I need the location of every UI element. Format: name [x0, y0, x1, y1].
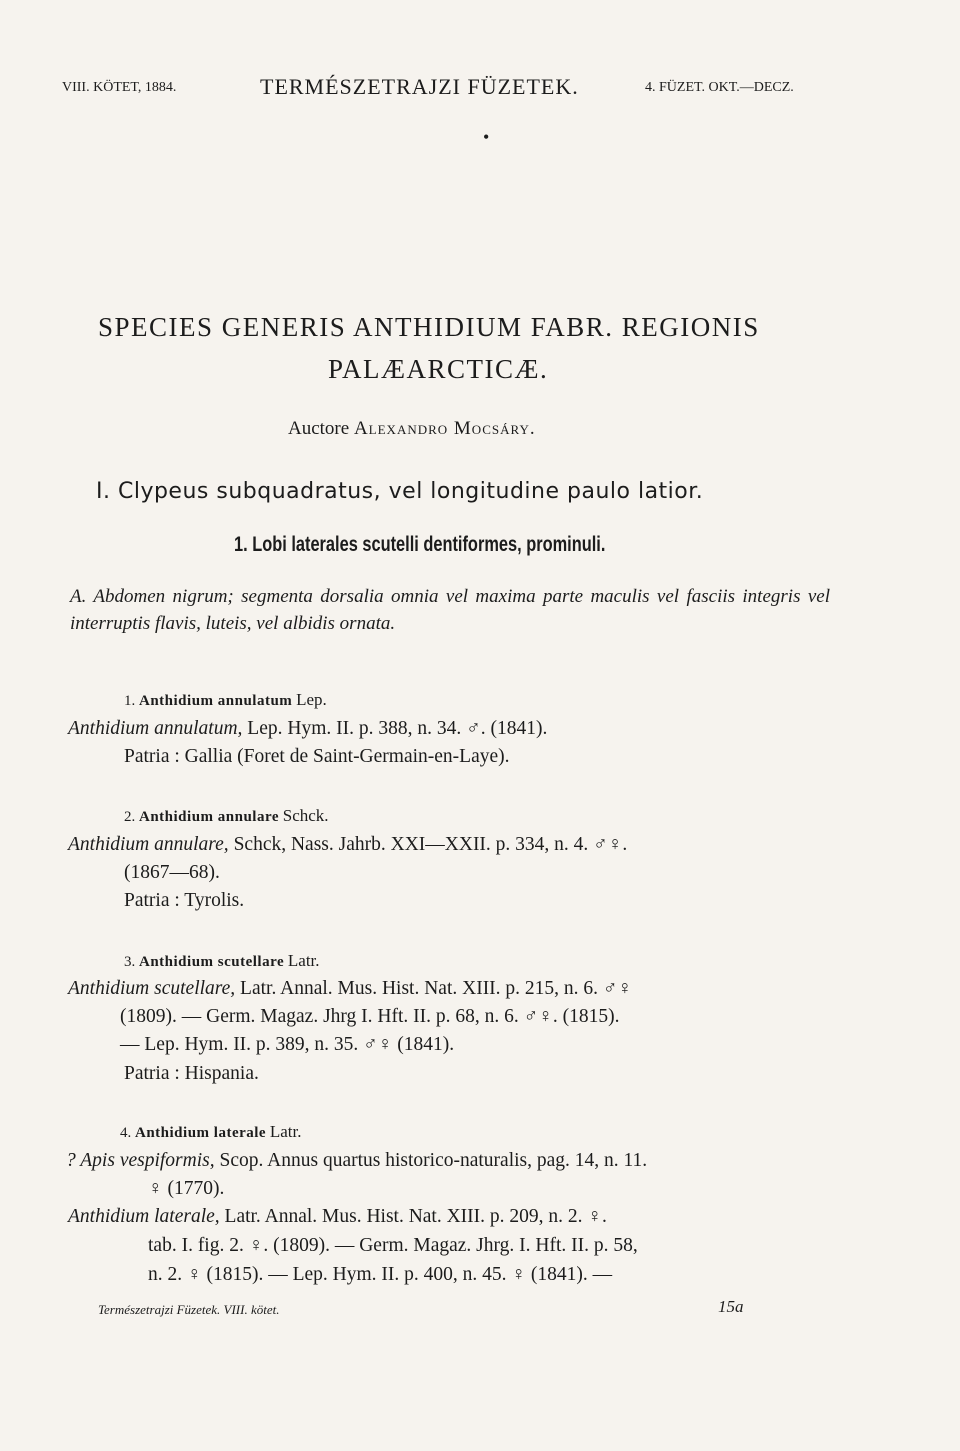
article-title-line1: SPECIES GENERIS ANTHIDIUM FABR. REGIONIS [98, 312, 760, 342]
citation-line: ♀ (1770). [148, 1178, 225, 1199]
citation-line: Anthidium annulare, Schck, Nass. Jahrb. XXI—XXII. p. 334, n. 4. ♂♀. [68, 834, 628, 855]
entry-number: 1. [124, 693, 136, 709]
citation-line: Patria : Hispania. [124, 1063, 259, 1084]
running-head-volume: VIII. KÖTET, 1884. [62, 80, 177, 95]
entry-species: Anthidium scutellare [139, 954, 285, 970]
entry-heading [124, 806, 329, 826]
citation-line: (1809). — Germ. Magaz. Jhrg I. Hft. II. p. 68, n. 6. ♂♀. (1815). [120, 1006, 620, 1027]
entry-number: 3. [124, 954, 136, 970]
citation-line: n. 2. ♀ (1815). — Lep. Hym. II. p. 400, n. 45. ♀ (1841). — [148, 1264, 613, 1285]
entry-species: Anthidium annulare [139, 809, 280, 825]
citation-line: (1867—68). [124, 862, 220, 883]
entry-author: Latr. [269, 1122, 302, 1141]
citation-line: Anthidium scutellare, Latr. Annal. Mus. Hist. Nat. XIII. p. 215, n. 6. ♂♀ [68, 978, 633, 999]
entry-species: Anthidium annulatum [139, 693, 293, 709]
footer-signature: 15a [718, 1297, 744, 1316]
article-title-line2: PALÆARCTICÆ. [328, 354, 549, 384]
entry-author: Lep. [296, 690, 327, 709]
citation-line: Anthidium laterale, Latr. Annal. Mus. Hist. Nat. XIII. p. 209, n. 2. ♀. [68, 1206, 607, 1227]
entry-heading [124, 951, 320, 971]
section-1: 1. Lobi laterales scutelli dentiformes, prominuli. [234, 533, 606, 556]
entry-author: Schck. [282, 806, 329, 825]
entry-heading [120, 1122, 301, 1142]
citation-line: Anthidium annulatum, Lep. Hym. II. p. 388, n. 34. ♂. (1841). [68, 718, 548, 739]
entry-number: 2. [124, 809, 136, 825]
running-head-issue: 4. FÜZET. OKT.—DECZ. [645, 80, 794, 95]
citation-line: Patria : Tyrolis. [124, 890, 245, 911]
section-A: A. Abdomen nigrum; segmenta dorsalia omnia vel maxima parte maculis vel fasciis integris vel interruptis flavis, luteis, vel albidis ornata. [70, 586, 830, 634]
entry-number: 4. [120, 1125, 132, 1141]
entry-heading [124, 690, 327, 710]
author-name: Alexandro Mocsáry. [353, 418, 536, 439]
citation-line: — Lep. Hym. II. p. 389, n. 35. ♂♀ (1841). [120, 1034, 455, 1055]
running-head-journal: TERMÉSZETRAJZI FÜZETEK. [260, 74, 579, 99]
author-line [288, 418, 536, 440]
author-prefix: Auctore [288, 418, 350, 439]
entry-species: Anthidium laterale [135, 1125, 267, 1141]
citation-line: ? Apis vespiformis, Scop. Annus quartus historico-naturalis, pag. 14, n. 11. [66, 1150, 648, 1171]
page-marker: • [483, 127, 490, 147]
section-I: I. Clypeus subquadratus, vel longitudine paulo latior. [96, 479, 704, 504]
footer-journal: Természetrajzi Füzetek. VIII. kötet. [98, 1302, 280, 1317]
citation-line: Patria : Gallia (Foret de Saint-Germain-en-Laye). [124, 746, 510, 767]
citation-line: tab. I. fig. 2. ♀. (1809). — Germ. Magaz. Jhrg. I. Hft. II. p. 58, [148, 1235, 638, 1256]
entry-author: Latr. [287, 951, 320, 970]
